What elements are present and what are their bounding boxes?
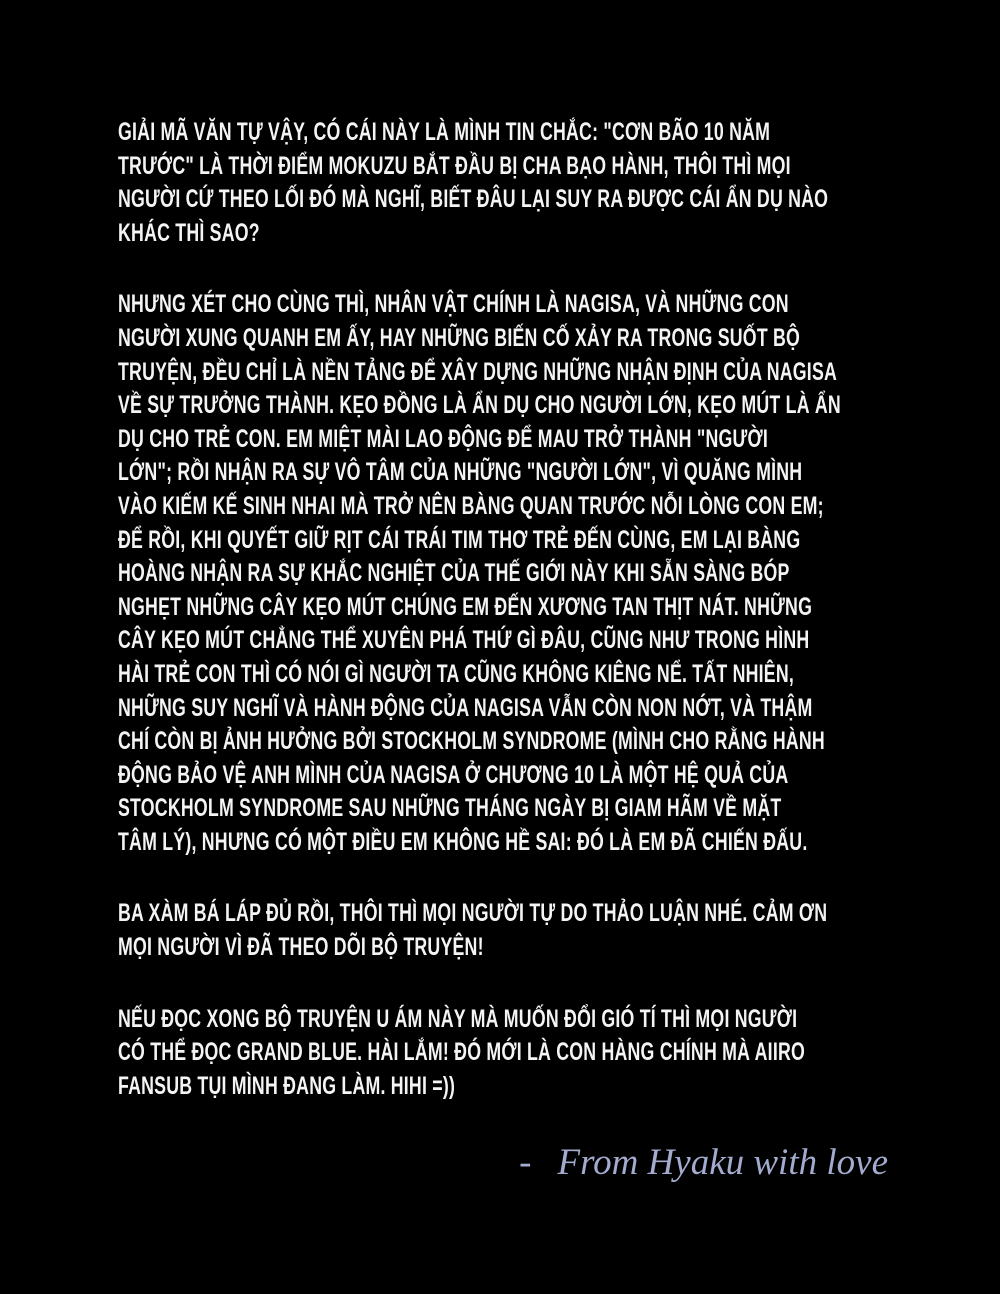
note-paragraph-4 — [118, 1003, 888, 1104]
note-line: HÀI TRẺ CON THÌ CÓ NÓI GÌ NGƯỜI TA CŨNG KHÔNG KIÊNG NỂ. TẤT NHIÊN, — [118, 659, 795, 688]
note-line: LỚN"; RỒI NHẬN RA SỰ VÔ TÂM CỦA NHỮNG "NGƯỜI LỚN", VÌ QUĂNG MÌNH — [118, 458, 803, 487]
note-line: STOCKHOLM SYNDROME SAU NHỮNG THÁNG NGÀY BỊ GIAM HÃM VỀ MẶT — [118, 794, 782, 823]
note-line: NHỮNG SUY NGHĨ VÀ HÀNH ĐỘNG CỦA NAGISA VẪN CÒN NON NỚT, VÀ THẬM — [118, 693, 813, 722]
note-line: NẾU ĐỌC XONG BỘ TRUYỆN U ÁM NÀY MÀ MUỐN ĐỔI GIÓ TÍ THÌ MỌI NGƯỜI — [118, 1004, 798, 1033]
note-line: DỤ CHO TRẺ CON. EM MIỆT MÀI LAO ĐỘNG ĐỂ MAU TRỞ THÀNH "NGƯỜI — [118, 424, 768, 453]
note-line: CHÍ CÒN BỊ ẢNH HƯỞNG BỞI STOCKHOLM SYNDROME (MÌNH CHO RẰNG HÀNH — [118, 727, 825, 756]
note-line: NGƯỜI CỨ THEO LỐI ĐÓ MÀ NGHĨ, BIẾT ĐÂU LẠI SUY RA ĐƯỢC CÁI ẨN DỤ NÀO — [118, 185, 829, 214]
note-line: TÂM LÝ), NHƯNG CÓ MỘT ĐIỀU EM KHÔNG HỀ SAI: ĐÓ LÀ EM ĐÃ CHIẾN ĐẤU. — [118, 827, 808, 856]
note-line: ĐỂ RỒI, KHI QUYẾT GIỮ RỊT CÁI TRÁI TIM THƠ TRẺ ĐẾN CÙNG, EM LẠI BÀNG — [118, 525, 801, 554]
note-line: VÀO KIẾM KẾ SINH NHAI MÀ TRỞ NÊN BÀNG QUAN TRƯỚC NỖI LÒNG CON EM; — [118, 491, 824, 520]
note-line: HOÀNG NHẬN RA SỰ KHẮC NGHIỆT CỦA THẾ GIỚI NÀY KHI SẴN SÀNG BÓP — [118, 559, 790, 588]
note-line: TRƯỚC" LÀ THỜI ĐIỂM MOKUZU BẮT ĐẦU BỊ CHA BẠO HÀNH, THÔI THÌ MỌI — [118, 151, 791, 180]
note-body — [118, 116, 888, 1103]
note-line: FANSUB TỤI MÌNH ĐANG LÀM. HIHI =)) — [118, 1071, 456, 1100]
note-line: CÓ THỂ ĐỌC GRAND BLUE. HÀI LẮM! ĐÓ MỚI LÀ CON HÀNG CHÍNH MÀ AIIRO — [118, 1038, 806, 1067]
note-paragraph-2 — [118, 288, 888, 859]
note-line: KHÁC THÌ SAO? — [118, 218, 260, 247]
note-line: MỌI NGƯỜI VÌ ĐÃ THEO DÕI BỘ TRUYỆN! — [118, 933, 484, 962]
signature — [118, 1141, 888, 1185]
note-line: NGHẸT NHỮNG CÂY KẸO MÚT CHÚNG EM ĐẾN XƯƠNG TAN THỊT NÁT. NHỮNG — [118, 592, 813, 621]
signature-text: From Hyaku with love — [557, 1142, 888, 1184]
signature-dash: - — [519, 1142, 532, 1184]
note-line: ĐỘNG BẢO VỆ ANH MÌNH CỦA NAGISA Ở CHƯƠNG 10 LÀ MỘT HỆ QUẢ CỦA — [118, 760, 789, 789]
note-line: CÂY KẸO MÚT CHẲNG THỂ XUYÊN PHÁ THỨ GÌ ĐÂU, CŨNG NHƯ TRONG HÌNH — [118, 626, 810, 655]
note-line: BA XÀM BÁ LÁP ĐỦ RỒI, THÔI THÌ MỌI NGƯỜI TỰ DO THẢO LUẬN NHÉ. CẢM ƠN — [118, 899, 828, 928]
note-line: GIẢI MÃ VĂN TỰ VẬY, CÓ CÁI NÀY LÀ MÌNH TIN CHẮC: "CƠN BÃO 10 NĂM — [118, 118, 771, 146]
note-line: NHƯNG XÉT CHO CÙNG THÌ, NHÂN VẬT CHÍNH LÀ NAGISA, VÀ NHỮNG CON — [118, 290, 789, 319]
note-paragraph-3 — [118, 897, 888, 964]
note-line: VỀ SỰ TRƯỞNG THÀNH. KẸO ĐỒNG LÀ ẨN DỤ CHO NGƯỜI LỚN, KẸO MÚT LÀ ẨN — [118, 391, 841, 420]
note-line: TRUYỆN, ĐỀU CHỈ LÀ NỀN TẢNG ĐỂ XÂY DỰNG NHỮNG NHẬN ĐỊNH CỦA NAGISA — [118, 357, 838, 386]
note-paragraph-1 — [118, 116, 888, 250]
note-line: NGƯỜI XUNG QUANH EM ẤY, HAY NHỮNG BIẾN CỐ XẢY RA TRONG SUỐT BỘ — [118, 323, 801, 352]
